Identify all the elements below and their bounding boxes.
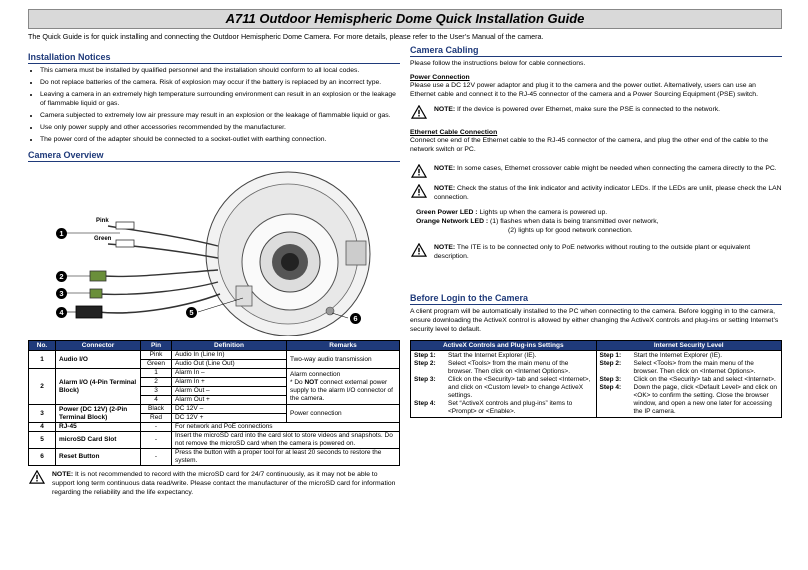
ite-note bbox=[410, 243, 782, 261]
step-text: Down the page, click <Default Level> and click on <OK> to confirm the setting. Close the browser window, and open a new one later for accessing the IP camera. bbox=[633, 384, 777, 415]
list-item bbox=[600, 384, 779, 416]
cell-no: 3 bbox=[29, 405, 56, 423]
col-header: Connector bbox=[56, 341, 141, 351]
cell-pin: Pink bbox=[141, 351, 172, 360]
ethernet-heading: Ethernet Cable Connection bbox=[410, 129, 498, 136]
security-steps bbox=[596, 351, 782, 418]
note-text: In some cases, Ethernet crossover cable might be needed when connecting the camera directly to the PC. bbox=[455, 165, 777, 172]
cell-connector: Audio I/O bbox=[56, 351, 141, 369]
list-item bbox=[414, 376, 593, 400]
step-text: Select <Tools> from the main menu of the browser. Then click on <Internet Options>. bbox=[448, 360, 571, 375]
cell-definition: For network and PoE connections bbox=[172, 423, 400, 432]
step-text: Set “ActiveX controls and plug-ins” items to <Prompt> or <Enable>. bbox=[448, 400, 573, 415]
step-number: Step 3: bbox=[599, 376, 622, 383]
green-label: Green bbox=[94, 236, 112, 242]
crossover-note bbox=[410, 164, 782, 178]
list-item bbox=[600, 352, 779, 360]
cell-definition: Alarm Out + bbox=[172, 396, 287, 405]
led-text: Lights up when the camera is powered up. bbox=[477, 209, 608, 216]
col-header: No. bbox=[29, 341, 56, 351]
power-connection-heading: Power Connection bbox=[410, 74, 470, 81]
note-text: If the device is powered over Ethernet, make sure the PSE is connected to the network. bbox=[455, 106, 720, 113]
camera-overview-heading: Camera Overview bbox=[28, 150, 400, 162]
table-row bbox=[29, 405, 400, 414]
cell-definition: Alarm In + bbox=[172, 378, 287, 387]
table-row bbox=[29, 351, 400, 360]
cell-connector: Power (DC 12V) (2-Pin Terminal Block) bbox=[56, 405, 141, 423]
callout-5: 5 bbox=[186, 307, 197, 318]
step-text: Start the Internet Explorer (IE). bbox=[633, 352, 723, 359]
cell-pin: - bbox=[141, 423, 172, 432]
cell-definition: Alarm In – bbox=[172, 369, 287, 378]
col-header: Remarks bbox=[287, 341, 400, 351]
note-label: NOTE: bbox=[52, 471, 74, 478]
pink-label: Pink bbox=[96, 218, 109, 224]
activex-steps bbox=[411, 351, 597, 418]
step-number: Step 4: bbox=[599, 384, 622, 391]
callout-6: 6 bbox=[350, 313, 361, 324]
cell-remarks: Power connection bbox=[287, 405, 400, 423]
table-row bbox=[29, 432, 400, 449]
col-header: Definition bbox=[172, 341, 287, 351]
list-item: • Use only power supply and other accessories recommended by the manufacturer. bbox=[40, 123, 400, 132]
callout-1: 1 bbox=[56, 228, 67, 239]
note-text: It is not recommended to record with the microSD card for 24/7 continuously, as it may not be able to support long term continuous data read/write. Please contact the manufacturer of the microSD card for information regarding the reliability and the life expectancy. bbox=[52, 471, 396, 496]
cabling-intro: Please follow the instructions below for cable connections. bbox=[410, 60, 586, 67]
cell-pin: Black bbox=[141, 405, 172, 414]
step-number: Step 3: bbox=[414, 376, 436, 383]
cell-no: 4 bbox=[29, 423, 56, 432]
note-text: The ITE is to be connected only to PoE networks without routing to the outside plant or equivalent description. bbox=[434, 244, 751, 260]
before-login-heading: Before Login to the Camera bbox=[410, 293, 782, 305]
cell-pin: 4 bbox=[141, 396, 172, 405]
list-item bbox=[414, 400, 593, 416]
cell-connector: microSD Card Slot bbox=[56, 432, 141, 449]
cell-pin: 1 bbox=[141, 369, 172, 378]
settings-table bbox=[410, 340, 782, 418]
cell-definition: DC 12V – bbox=[172, 405, 287, 414]
cell-definition: Audio In (Line In) bbox=[172, 351, 287, 360]
callout-4: 4 bbox=[56, 307, 67, 318]
ethernet-text: Connect one end of the Ethernet cable to the RJ-45 connector of the camera, and plug the other end of the cable to the network switch or PC. bbox=[410, 137, 769, 153]
remarks-emphasis: NOT bbox=[304, 378, 319, 386]
page-title: A711 Outdoor Hemispheric Dome Quick Installation Guide bbox=[28, 9, 782, 29]
warning-icon bbox=[410, 243, 428, 257]
table-row bbox=[29, 423, 400, 432]
note-text: Check the status of the link indicator and activity indicator LEDs. If the LEDs are unlit, please check the LAN connection. bbox=[434, 185, 782, 201]
list-item bbox=[600, 376, 779, 384]
cell-pin: 3 bbox=[141, 387, 172, 396]
cell-remarks bbox=[287, 369, 400, 405]
step-number: Step 1: bbox=[414, 352, 436, 359]
cell-pin: - bbox=[141, 449, 172, 466]
cell-pin: Green bbox=[141, 360, 172, 369]
list-item bbox=[600, 360, 779, 376]
cell-definition: Press the button with a proper tool for at least 20 seconds to restore the system. bbox=[172, 449, 400, 466]
step-number: Step 4: bbox=[414, 400, 436, 407]
camera-cabling-heading: Camera Cabling bbox=[410, 45, 782, 57]
cell-no: 6 bbox=[29, 449, 56, 466]
table-row bbox=[29, 369, 400, 378]
cell-definition: Alarm Out – bbox=[172, 387, 287, 396]
intro-text: The Quick Guide is for quick installing and connecting the Outdoor Hemispheric Dome Camera. For more details, please refer to the User’s Manual of the camera. bbox=[28, 32, 544, 41]
col-header: ActiveX Controls and Plug-ins Settings bbox=[411, 341, 597, 351]
cell-connector: Reset Button bbox=[56, 449, 141, 466]
remarks-text: connect external power supply to the alarm I/O connector of the camera. bbox=[290, 378, 393, 402]
step-text: Click on the <Security> tab and select <Internet>. bbox=[633, 376, 776, 383]
led-label: Orange Network LED : bbox=[416, 218, 489, 225]
power-connection-text: Please use a DC 12V power adaptor and plug it to the camera and the power outlet. Alternatively, users can use an Ethernet cable and connect it to the RJ-45 connector of the camera and a Power Sourcing Equipment (PSE) switch. bbox=[410, 82, 758, 98]
led-label: Green Power LED : bbox=[416, 209, 478, 216]
remarks-text: * Do bbox=[290, 378, 305, 386]
warning-icon bbox=[28, 470, 46, 484]
cell-pin: Red bbox=[141, 414, 172, 423]
callout-3: 3 bbox=[56, 288, 67, 299]
cell-definition: Audio Out (Line Out) bbox=[172, 360, 287, 369]
list-item: • Camera subjected to extremely low air pressure may result in an explosion or the leakage of flammable liquid or gas. bbox=[40, 111, 400, 120]
cell-no: 2 bbox=[29, 369, 56, 405]
step-number: Step 2: bbox=[599, 360, 622, 367]
step-text: Select <Tools> from the main menu of the browser. Then click on <Internet Options>. bbox=[633, 360, 756, 375]
list-item: • The power cord of the adapter should be connected to a socket-outlet with earthing connection. bbox=[40, 135, 400, 144]
table-row bbox=[29, 449, 400, 466]
led-description bbox=[416, 208, 782, 235]
col-header: Internet Security Level bbox=[596, 341, 782, 351]
step-text: Start the Internet Explorer (IE). bbox=[448, 352, 537, 359]
led-text: (1) flashes when data is being transmitted over network, bbox=[488, 218, 659, 225]
warning-icon bbox=[410, 164, 428, 178]
table-row bbox=[411, 351, 782, 418]
step-number: Step 1: bbox=[599, 352, 622, 359]
remarks-text: Alarm connection bbox=[290, 370, 341, 378]
cell-pin: 2 bbox=[141, 378, 172, 387]
warning-icon bbox=[410, 105, 428, 119]
cell-no: 5 bbox=[29, 432, 56, 449]
installation-notices-list bbox=[28, 66, 400, 144]
cell-pin: - bbox=[141, 432, 172, 449]
cell-connector: Alarm I/O (4-Pin Terminal Block) bbox=[56, 369, 141, 405]
warning-icon bbox=[410, 184, 428, 198]
cell-definition: Insert the microSD card into the card slot to store videos and snapshots. Do not remove the microSD card when the camera is powered on. bbox=[172, 432, 400, 449]
note-label: NOTE: bbox=[434, 244, 456, 251]
list-item: • Leaving a camera in an extremely high temperature surrounding environment can result in an explosion or the leakage of flammable liquid or gas. bbox=[40, 90, 400, 108]
list-item: • This camera must be installed by qualified personnel and the installation should conform to all local codes. bbox=[40, 66, 400, 75]
col-header: Pin bbox=[141, 341, 172, 351]
cell-connector: RJ-45 bbox=[56, 423, 141, 432]
note-label: NOTE: bbox=[434, 165, 456, 172]
cell-no: 1 bbox=[29, 351, 56, 369]
camera-illustration bbox=[28, 166, 400, 336]
camera-drawing bbox=[28, 166, 400, 336]
cell-remarks: Two-way audio transmission bbox=[287, 351, 400, 369]
microsd-note bbox=[28, 470, 400, 497]
led-text: (2) lights up for good network connection. bbox=[508, 227, 633, 234]
installation-notices-heading: Installation Notices bbox=[28, 52, 400, 64]
step-text: Click on the <Security> tab and select <Internet>, and click on <Custom level> to change ActiveX settings. bbox=[448, 376, 591, 399]
led-note bbox=[410, 184, 782, 202]
before-login-text: A client program will be automatically installed to the PC when connecting to the camera. Before logging in to the camera, ensure downloading the ActiveX control is allowed by either changing the ActiveX controls and plug-ins or setting Internet’s security level to default. bbox=[410, 308, 779, 333]
list-item: • Do not replace batteries of the camera. Risk of explosion may occur if the battery is replaced by an incorrect type. bbox=[40, 78, 400, 87]
callout-2: 2 bbox=[56, 271, 67, 282]
list-item bbox=[414, 352, 593, 360]
list-item bbox=[414, 360, 593, 376]
right-column bbox=[410, 45, 782, 418]
left-column bbox=[28, 52, 400, 503]
cell-definition: DC 12V + bbox=[172, 414, 287, 423]
note-label: NOTE: bbox=[434, 185, 456, 192]
connector-table bbox=[28, 340, 400, 466]
note-label: NOTE: bbox=[434, 106, 456, 113]
poe-note bbox=[410, 105, 782, 119]
step-number: Step 2: bbox=[414, 360, 436, 367]
